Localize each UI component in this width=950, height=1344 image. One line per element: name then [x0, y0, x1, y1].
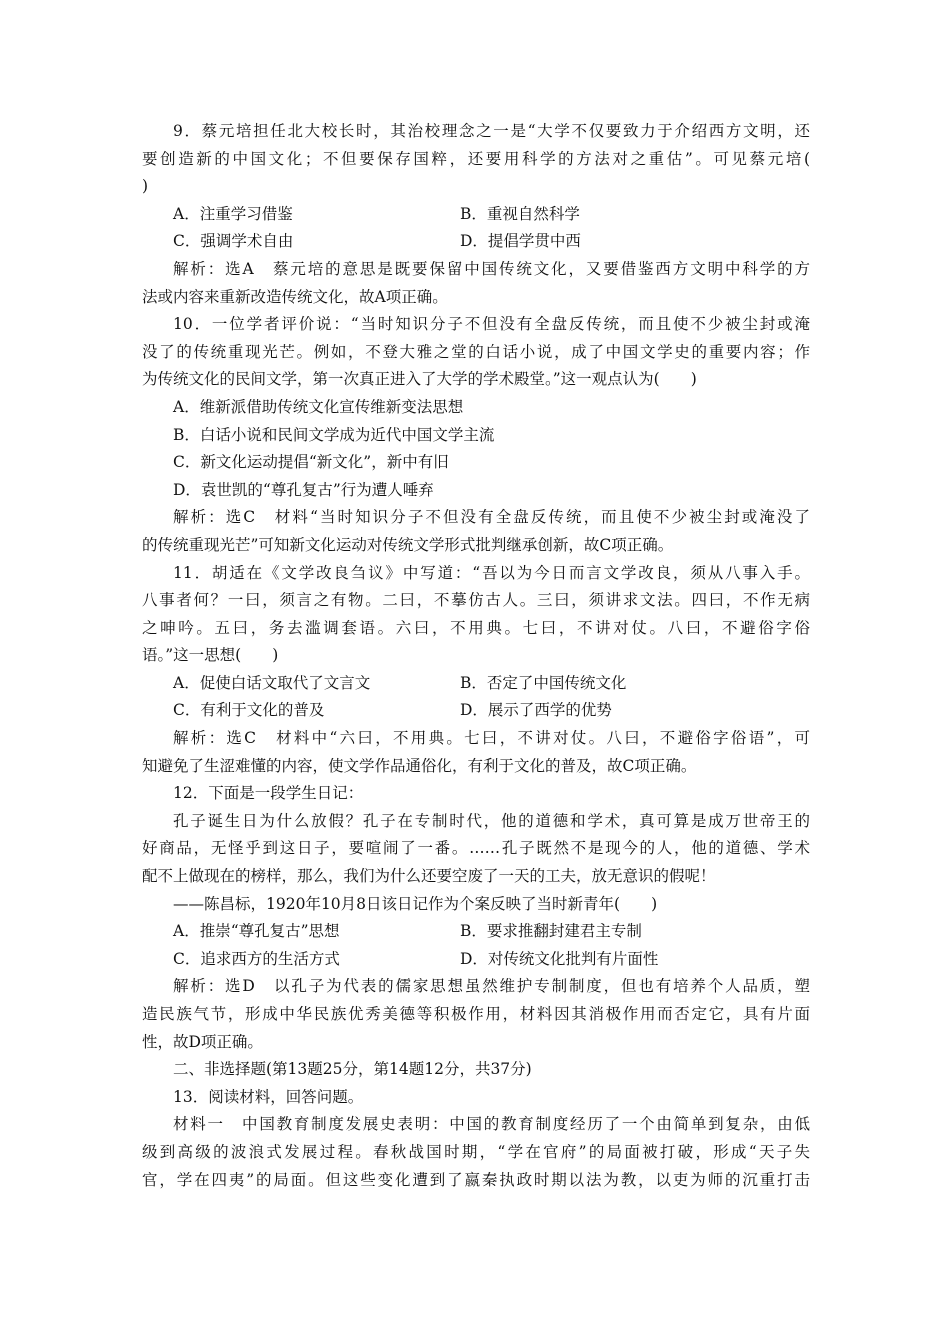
question-text-line: 之呻吟。五曰，务去滥调套语。六曰，不用典。七曰，不讲对仗。八曰，不避俗字俗: [142, 618, 810, 637]
question-9: [142, 118, 810, 311]
question-text-line: 11．胡适在《文学改良刍议》中写道：“吾以为今日而言文学改良，须从八事入手。: [173, 563, 810, 582]
analysis-line: 解析：选C 材料“当时知识分子不但没有全盘反传统，而且使不少被尘封或淹没了: [173, 508, 810, 527]
question-text-line: 9．蔡元培担任北大校长时，其治校理念之一是“大学不仅要致力于介绍西方文明，还: [173, 122, 810, 140]
option-row: [142, 918, 810, 946]
question-text-line: 13．阅读材料，回答问题。: [173, 1087, 364, 1106]
option-a: A．维新派借助传统文化宣传维新变法思想: [173, 397, 464, 416]
analysis-line: 解析：选C 材料中“六曰，不用典。七曰，不讲对仗。八曰，不避俗字俗语”，可: [173, 729, 810, 748]
analysis-line: 性，故D项正确。: [142, 1032, 263, 1051]
question-text-line: 12．下面是一段学生日记：: [173, 784, 364, 803]
question-text-line: 没了的传统重现光芒。例如，不登大雅之堂的白话小说，成了中国文学史的重要内容；作: [142, 342, 810, 361]
option-c: C．强调学术自由: [173, 232, 294, 251]
question-text-line: ): [142, 177, 149, 196]
question-text-line: 10．一位学者评价说：“当时知识分子不但没有全盘反传统，而且使不少被尘封或淹: [173, 315, 810, 334]
analysis-line: 法或内容来重新改造传统文化，故A项正确。: [142, 287, 448, 306]
question-text-line: ——陈昌标，1920年10月8日该日记作为个案反映了当时新青年( ): [173, 894, 658, 913]
option-b: B．要求推翻封建君主专制: [460, 922, 642, 941]
material-text-line: 官，学在四夷”的局面。但这些变化遭到了嬴秦执政时期以法为教，以吏为师的沉重打击: [142, 1170, 810, 1189]
material-text-line: 材料一 中国教育制度发展史表明：中国的教育制度经历了一个由简单到复杂，由低: [173, 1115, 810, 1134]
question-text-line: 语。”这一思想( ): [142, 646, 279, 665]
diary-text-line: 孔子诞生日为什么放假？孔子在专制时代，他的道德和学术，真可算是成万世帝王的: [173, 811, 810, 830]
option-d: D．展示了西学的优势: [460, 701, 612, 720]
option-a: A．促使白话文取代了文言文: [173, 673, 371, 692]
option-a: A．推崇“尊孔复古”思想: [173, 922, 340, 941]
option-row: [142, 946, 810, 974]
diary-text-line: 配不上做现在的榜样，那么，我们为什么还要空废了一天的工夫，放无意识的假呢！: [142, 867, 716, 886]
analysis-line: 的传统重现光芒”可知新文化运动对传统文学形式批判继承创新，故C项正确。: [142, 535, 674, 554]
question-text-line: 八事者何？一曰，须言之有物。二曰，不摹仿古人。三曰，须讲求文法。四曰，不作无病: [142, 591, 810, 610]
option-row: [142, 697, 810, 725]
question-text-line: 要创造新的中国文化；不但要保存国粹，还要用科学的方法对之重估”。可见蔡元培(: [142, 149, 810, 168]
material-text-line: 级到高级的波浪式发展过程。春秋战国时期，“学在官府”的局面被打破，形成“天子失: [142, 1142, 810, 1161]
option-d: D．袁世凯的“尊孔复古”行为遭人唾弃: [173, 480, 434, 499]
option-row: [142, 228, 810, 256]
option-b: B．白话小说和民间文学成为近代中国文学主流: [173, 425, 495, 444]
option-c: C．有利于文化的普及: [173, 701, 325, 720]
question-13: [142, 1084, 810, 1194]
analysis-line: 知避免了生涩难懂的内容，使文学作品通俗化，有利于文化的普及，故C项正确。: [142, 756, 697, 775]
question-12: [142, 780, 810, 1056]
section-heading: 二、非选择题(第13题25分，第14题12分，共37分): [173, 1060, 532, 1079]
document-body: [142, 118, 810, 1194]
option-a: A．注重学习借鉴: [173, 204, 293, 223]
option-b: B．重视自然科学: [460, 204, 580, 223]
option-d: D．提倡学贯中西: [460, 232, 581, 251]
question-11: [142, 560, 810, 781]
analysis-line: 解析：选A 蔡元培的意思是既要保留中国传统文化，又要借鉴西方文明中科学的方: [173, 259, 810, 278]
diary-text-line: 好商品，无怪乎到这日子，要喧闹了一番。……孔子既然不是现今的人，他的道德、学术: [142, 839, 810, 858]
analysis-line: 解析：选D 以孔子为代表的儒家思想虽然维护专制制度，但也有培养个人品质，塑: [173, 977, 810, 996]
analysis-line: 造民族气节，形成中华民族优秀美德等积极作用，材料因其消极作用而否定它，具有片面: [142, 1005, 810, 1023]
option-row: [142, 670, 810, 698]
option-d: D．对传统文化批判有片面性: [460, 949, 659, 968]
option-c: C．新文化运动提倡“新文化”，新中有旧: [173, 453, 449, 472]
option-b: B．否定了中国传统文化: [460, 673, 627, 692]
option-c: C．追求西方的生活方式: [173, 949, 340, 968]
question-text-line: 为传统文化的民间文学，第一次真正进入了大学的学术殿堂。”这一观点认为( ): [142, 370, 697, 389]
option-row: [142, 201, 810, 229]
question-10: [142, 311, 810, 559]
